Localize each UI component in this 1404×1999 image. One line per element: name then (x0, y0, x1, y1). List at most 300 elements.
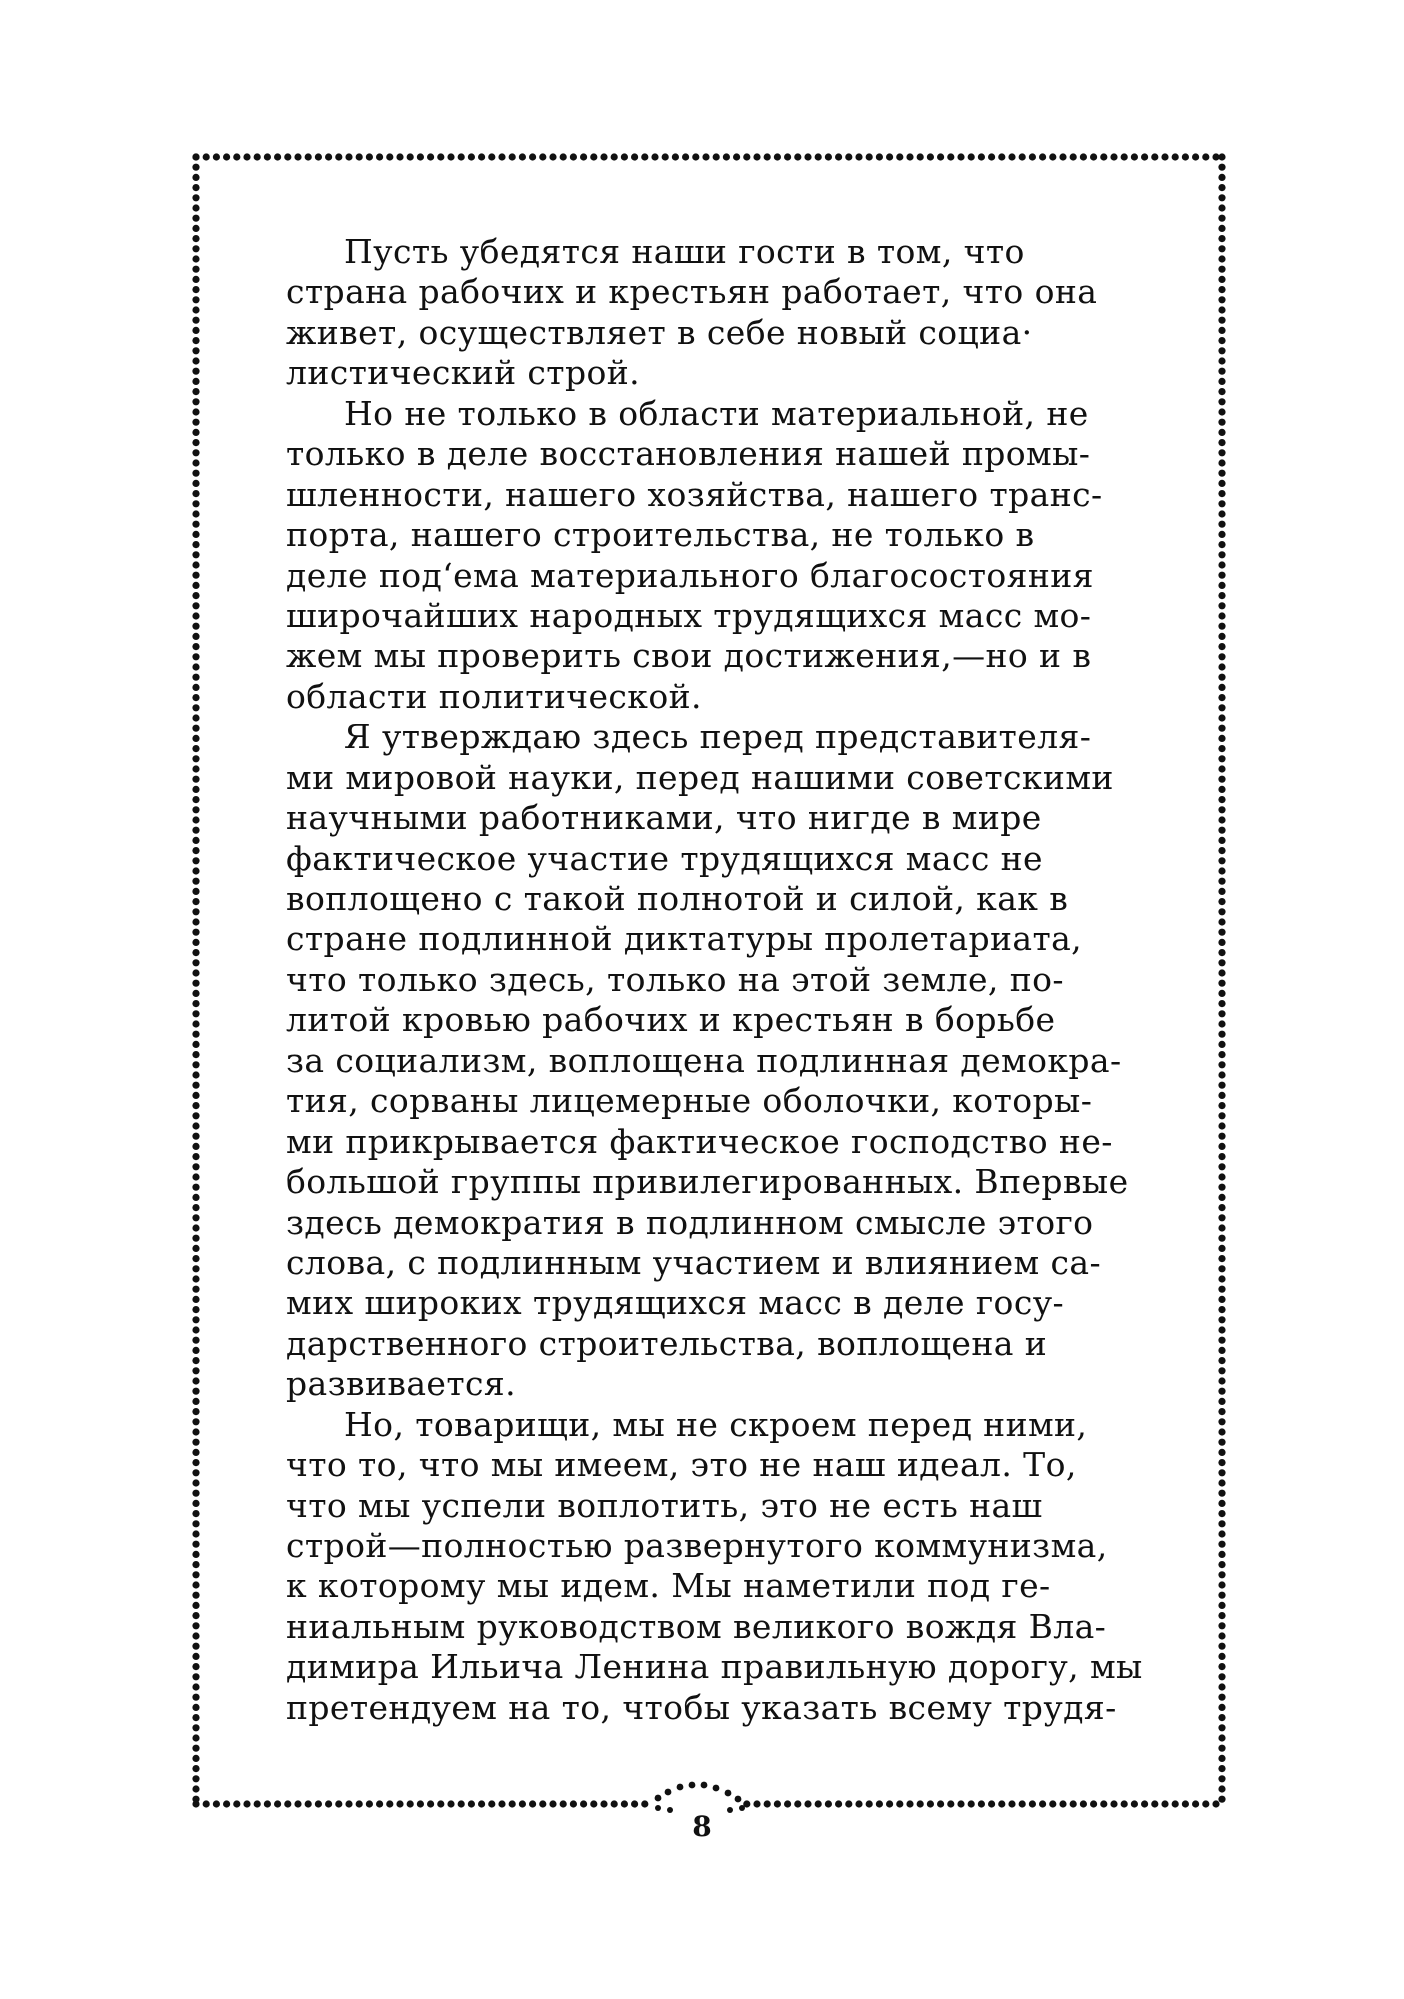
border-dot (386, 153, 393, 160)
border-dot (192, 388, 199, 395)
border-dot (1151, 153, 1158, 160)
border-dot (1218, 623, 1225, 630)
border-dot (539, 153, 546, 160)
border-dot (192, 245, 199, 252)
border-dot (509, 153, 516, 160)
border-dot (192, 510, 199, 517)
text-line: за социализм, воплощена подлинная демокра- (286, 1040, 1122, 1080)
border-dot (600, 153, 607, 160)
border-dot (1218, 378, 1225, 385)
border-dot (1218, 1224, 1225, 1231)
border-dot (1218, 1020, 1225, 1027)
border-dot (631, 153, 638, 160)
border-dot (192, 1245, 199, 1252)
border-dot (1218, 1173, 1225, 1180)
border-dot (192, 1224, 199, 1231)
text-line: Но не только в области материальной, не (344, 393, 1089, 433)
border-dot (1218, 939, 1225, 946)
border-dot (192, 806, 199, 813)
border-dot (641, 1800, 648, 1807)
border-dot (1218, 643, 1225, 650)
border-dot (498, 1800, 505, 1807)
border-dot (723, 153, 730, 160)
border-dot (192, 1765, 199, 1772)
border-dot (1218, 1561, 1225, 1568)
border-dot (1059, 153, 1066, 160)
border-dot (192, 725, 199, 732)
border-dot (192, 1571, 199, 1578)
border-dot (192, 215, 199, 222)
border-dot (1218, 949, 1225, 956)
text-line: литой кровью рабочих и крестьян в борьбе (286, 1000, 1056, 1040)
border-dot (1202, 1800, 1209, 1807)
border-dot (937, 153, 944, 160)
border-dot (1080, 1800, 1087, 1807)
border-dot (774, 153, 781, 160)
border-dot (725, 1790, 732, 1797)
border-dot (1218, 1755, 1225, 1762)
border-dot (1218, 1337, 1225, 1344)
border-dot (192, 531, 199, 538)
border-dot (753, 1800, 760, 1807)
border-dot (1172, 1800, 1179, 1807)
border-dot (264, 1800, 271, 1807)
border-dot (192, 684, 199, 691)
border-dot (1218, 663, 1225, 670)
border-dot (192, 521, 199, 528)
border-dot (192, 1173, 199, 1180)
border-dot (192, 276, 199, 283)
border-dot (192, 459, 199, 466)
border-dot (1218, 1204, 1225, 1211)
border-dot (927, 153, 934, 160)
border-dot (192, 449, 199, 456)
text-line: дарственного строительства, воплощена и (286, 1323, 1048, 1363)
border-dot (254, 153, 261, 160)
border-dot (1218, 633, 1225, 640)
border-dot (1131, 1800, 1138, 1807)
border-dot (1218, 470, 1225, 477)
border-dot (1218, 1469, 1225, 1476)
border-dot (774, 1800, 781, 1807)
border-dot (1039, 1800, 1046, 1807)
border-dot (1218, 1490, 1225, 1497)
border-dot (192, 633, 199, 640)
border-dot (294, 153, 301, 160)
border-dot (192, 490, 199, 497)
text-line: слова, с подлинным участием и влиянием са- (286, 1242, 1102, 1282)
border-dot (1110, 1800, 1117, 1807)
border-dot (937, 1800, 944, 1807)
border-dot (192, 184, 199, 191)
border-dot (1218, 765, 1225, 772)
border-dot (560, 153, 567, 160)
border-dot (192, 572, 199, 579)
border-dot (192, 1184, 199, 1191)
border-dot (192, 735, 199, 742)
border-dot (417, 153, 424, 160)
border-dot (192, 327, 199, 334)
border-dot (192, 1683, 199, 1690)
border-dot (1218, 1581, 1225, 1588)
border-dot (1218, 1459, 1225, 1466)
text-line: тия, сорваны лицемерные оболочки, которы- (286, 1081, 1093, 1121)
border-dot (1218, 1796, 1225, 1803)
text-line: мих широких трудящихся масс в деле госу- (286, 1283, 1065, 1323)
border-dot (264, 153, 271, 160)
border-dot (1218, 1051, 1225, 1058)
border-dot (203, 153, 210, 160)
border-dot (274, 153, 281, 160)
border-dot (1218, 1439, 1225, 1446)
border-dot (192, 1061, 199, 1068)
border-dot (1218, 929, 1225, 936)
border-dot (1218, 1592, 1225, 1599)
border-dot (1218, 1000, 1225, 1007)
border-dot (641, 153, 648, 160)
text-line: что только здесь, только на этой земле, по- (286, 959, 1064, 999)
border-dot (988, 153, 995, 160)
border-dot (713, 153, 720, 160)
border-dot (1218, 1408, 1225, 1415)
border-dot (192, 1428, 199, 1435)
border-dot (192, 1632, 199, 1639)
border-dot (1218, 1530, 1225, 1537)
border-dot (325, 153, 332, 160)
border-dot (1218, 1357, 1225, 1364)
border-dot (733, 153, 740, 160)
border-dot (192, 1255, 199, 1262)
border-dot (345, 1800, 352, 1807)
border-dot (192, 959, 199, 966)
border-dot (192, 1031, 199, 1038)
border-dot (192, 1214, 199, 1221)
border-dot (1218, 408, 1225, 415)
border-dot (192, 1337, 199, 1344)
border-dot (764, 153, 771, 160)
border-dot (192, 990, 199, 997)
border-dot (998, 1800, 1005, 1807)
border-dot (651, 153, 658, 160)
border-dot (192, 1296, 199, 1303)
border-dot (192, 827, 199, 834)
border-dot (192, 266, 199, 273)
border-dot (192, 1469, 199, 1476)
border-dot (1218, 1551, 1225, 1558)
border-dot (1218, 439, 1225, 446)
text-line: большой группы привилегированных. Впервые (286, 1162, 1129, 1202)
text-line: ми мировой науки, перед нашими советскими (286, 757, 1114, 797)
border-dot (223, 1800, 230, 1807)
border-dot (1218, 1632, 1225, 1639)
border-dot (855, 153, 862, 160)
border-dot (590, 153, 597, 160)
text-line: Я утверждаю здесь перед представителя- (344, 717, 1092, 757)
border-dot (192, 368, 199, 375)
border-dot (192, 561, 199, 568)
border-dot (192, 551, 199, 558)
border-dot (192, 1163, 199, 1170)
border-dot (192, 776, 199, 783)
border-dot (192, 1439, 199, 1446)
border-dot (284, 153, 291, 160)
border-dot (1218, 776, 1225, 783)
border-dot (1218, 1214, 1225, 1221)
border-dot (468, 153, 475, 160)
border-dot (1218, 1785, 1225, 1792)
border-dot (192, 1602, 199, 1609)
border-dot (192, 225, 199, 232)
border-dot (192, 286, 199, 293)
border-dot (1218, 1082, 1225, 1089)
border-dot (192, 419, 199, 426)
border-dot (1218, 1265, 1225, 1272)
border-dot (529, 1800, 536, 1807)
border-dot (1218, 153, 1225, 160)
border-dot (192, 1316, 199, 1323)
body-text (286, 232, 1146, 1728)
border-dot (192, 1724, 199, 1731)
border-dot (1218, 1745, 1225, 1752)
page-number: 8 (692, 1810, 712, 1843)
border-dot (1218, 1092, 1225, 1099)
border-dot (1218, 612, 1225, 619)
border-dot (1218, 592, 1225, 599)
border-dot (1218, 1479, 1225, 1486)
text-line: к которому мы идем. Мы наметили под ге- (286, 1566, 1051, 1606)
border-dot (1218, 1153, 1225, 1160)
border-dot (1049, 153, 1056, 160)
border-dot (1218, 296, 1225, 303)
border-dot (192, 296, 199, 303)
border-dot (1218, 1520, 1225, 1527)
border-dot (1161, 153, 1168, 160)
border-dot (192, 194, 199, 201)
border-dot (1218, 1275, 1225, 1282)
border-dot (1141, 1800, 1148, 1807)
text-line: воплощено с такой полнотой и силой, как в (286, 879, 1069, 918)
border-dot (1218, 1112, 1225, 1119)
border-dot (1182, 153, 1189, 160)
border-dot (1008, 153, 1015, 160)
border-dot (213, 153, 220, 160)
border-dot (1218, 816, 1225, 823)
border-dot (1172, 153, 1179, 160)
border-dot (590, 1800, 597, 1807)
border-dot (192, 235, 199, 242)
border-dot (1218, 286, 1225, 293)
border-dot (1218, 480, 1225, 487)
text-line: страна рабочих и крестьян работает, что она (286, 272, 1098, 312)
border-dot (1218, 714, 1225, 721)
border-dot (192, 837, 199, 844)
border-dot (192, 939, 199, 946)
border-dot (192, 898, 199, 905)
border-dot (1218, 276, 1225, 283)
text-line: фактическое участие трудящихся масс не (286, 838, 1043, 878)
border-dot (1218, 694, 1225, 701)
border-dot (1218, 1143, 1225, 1150)
border-dot (1070, 1800, 1077, 1807)
border-dot (192, 255, 199, 262)
border-dot (1019, 1800, 1026, 1807)
border-dot (1218, 388, 1225, 395)
border-dot (1218, 245, 1225, 252)
border-dot (580, 153, 587, 160)
border-dot (1218, 745, 1225, 752)
border-dot (1218, 204, 1225, 211)
border-dot (1151, 1800, 1158, 1807)
border-dot (1019, 153, 1026, 160)
border-dot (1218, 1061, 1225, 1068)
border-dot (1029, 1800, 1036, 1807)
border-dot (192, 1592, 199, 1599)
border-dot (192, 612, 199, 619)
border-dot (192, 1388, 199, 1395)
border-dot (192, 1377, 199, 1384)
border-dot (447, 153, 454, 160)
border-dot (1218, 398, 1225, 405)
border-dot (192, 1796, 199, 1803)
border-dot (1218, 602, 1225, 609)
border-dot (1218, 1102, 1225, 1109)
border-dot (192, 1510, 199, 1517)
border-dot (1218, 1296, 1225, 1303)
border-dot (396, 1800, 403, 1807)
text-line: порта, нашего строительства, не только в (286, 515, 1035, 555)
border-dot (192, 704, 199, 711)
text-line: что мы успели воплотить, это не есть наш (286, 1485, 1043, 1525)
border-dot (192, 470, 199, 477)
border-dot (192, 1306, 199, 1313)
border-dot (1218, 1398, 1225, 1405)
border-dot (549, 153, 556, 160)
border-dot (1218, 1041, 1225, 1048)
border-dot (233, 153, 240, 160)
border-dot (1218, 317, 1225, 324)
border-dot (1029, 153, 1036, 160)
border-dot (192, 1653, 199, 1660)
border-dot (192, 1265, 199, 1272)
border-dot (315, 1800, 322, 1807)
border-dot (192, 745, 199, 752)
border-dot (1218, 827, 1225, 834)
border-dot (1218, 1388, 1225, 1395)
border-dot (1218, 255, 1225, 262)
border-dot (702, 153, 709, 160)
border-dot (192, 337, 199, 344)
border-dot (498, 153, 505, 160)
border-dot (570, 153, 577, 160)
border-dot (192, 1449, 199, 1456)
border-dot (1218, 357, 1225, 364)
border-dot (192, 786, 199, 793)
border-dot (1218, 1622, 1225, 1629)
border-dot (192, 643, 199, 650)
border-dot (192, 847, 199, 854)
border-dot (192, 1479, 199, 1486)
border-dot (677, 1784, 684, 1791)
border-dot (611, 153, 618, 160)
text-line: ми прикрывается фактическое господство не- (286, 1121, 1113, 1161)
border-dot (192, 429, 199, 436)
border-dot (192, 317, 199, 324)
text-line: жем мы проверить свои достижения,—но и в (286, 636, 1092, 676)
border-dot (223, 153, 230, 160)
border-dot (192, 1418, 199, 1425)
border-dot (1218, 1306, 1225, 1313)
border-dot (192, 1541, 199, 1548)
border-dot (192, 1194, 199, 1201)
border-dot (192, 1020, 199, 1027)
border-dot (539, 1800, 546, 1807)
border-dot (192, 592, 199, 599)
border-dot (1192, 1800, 1199, 1807)
border-dot (1218, 725, 1225, 732)
border-dot (356, 153, 363, 160)
border-dot (192, 153, 199, 160)
border-dot (1218, 980, 1225, 987)
border-dot (1218, 1316, 1225, 1323)
border-dot (988, 1800, 995, 1807)
border-dot (437, 153, 444, 160)
border-dot (1141, 153, 1148, 160)
border-dot (192, 1326, 199, 1333)
text-line: научными работниками, что нигде в мире (286, 798, 1042, 838)
border-dot (611, 1800, 618, 1807)
border-dot (1121, 153, 1128, 160)
border-dot (662, 153, 669, 160)
border-dot (192, 1530, 199, 1537)
border-dot (529, 153, 536, 160)
border-dot (192, 1714, 199, 1721)
text-line: претендуем на то, чтобы указать всему трудя- (286, 1687, 1117, 1727)
border-dot (1218, 1071, 1225, 1078)
border-dot (407, 153, 414, 160)
border-dot (1218, 1428, 1225, 1435)
border-dot (978, 153, 985, 160)
border-dot (192, 398, 199, 405)
border-dot (192, 1357, 199, 1364)
border-dot (1218, 449, 1225, 456)
text-line: стране подлинной диктатуры пролетариата, (286, 919, 1083, 959)
border-dot (927, 1800, 934, 1807)
border-dot (825, 153, 832, 160)
border-dot (1218, 796, 1225, 803)
border-dot (1218, 225, 1225, 232)
border-dot (1218, 704, 1225, 711)
border-dot (192, 1755, 199, 1762)
border-dot (1218, 1245, 1225, 1252)
border-dot (896, 1800, 903, 1807)
border-dot (1218, 459, 1225, 466)
border-dot (1049, 1800, 1056, 1807)
border-dot (835, 1800, 842, 1807)
border-dot (713, 1785, 720, 1792)
border-dot (192, 755, 199, 762)
border-dot (1161, 1800, 1168, 1807)
border-dot (1218, 1418, 1225, 1425)
border-dot (957, 153, 964, 160)
border-dot (1218, 1184, 1225, 1191)
border-dot (1218, 500, 1225, 507)
border-dot (600, 1800, 607, 1807)
border-dot (192, 1785, 199, 1792)
border-dot (396, 153, 403, 160)
border-dot (192, 1133, 199, 1140)
border-dot (192, 306, 199, 313)
border-dot (1218, 194, 1225, 201)
